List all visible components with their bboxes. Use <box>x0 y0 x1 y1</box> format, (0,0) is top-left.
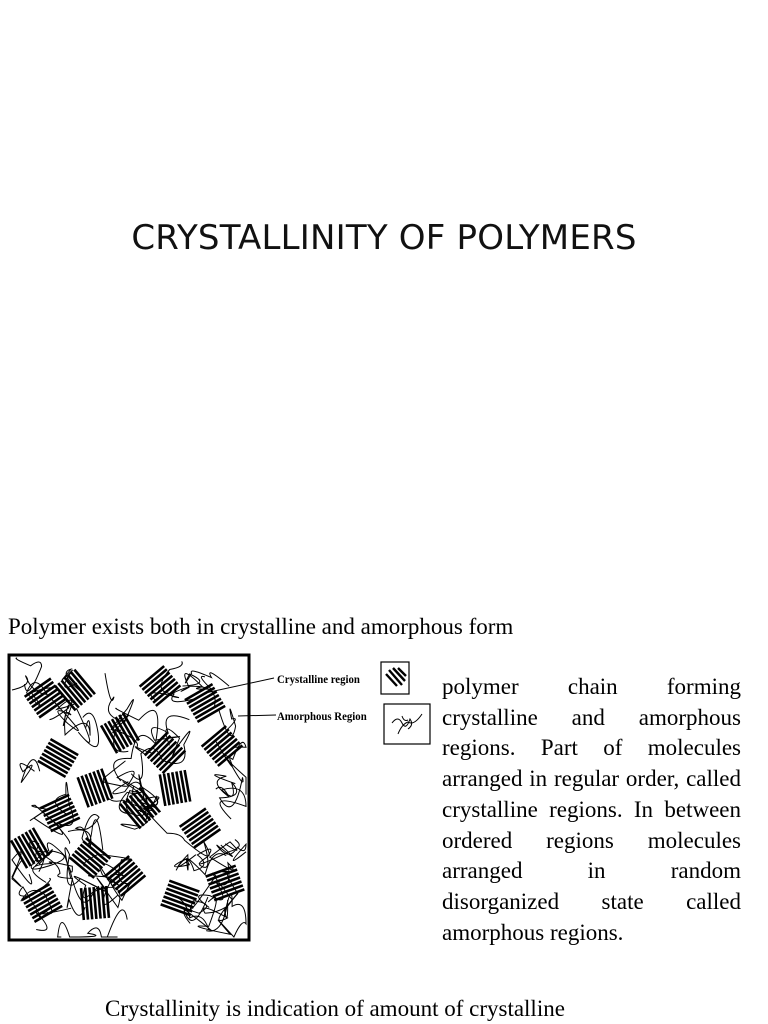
chain-segment <box>107 859 132 880</box>
description-paragraph: polymer chain forming crystalline and amorphous regions. Part of molecules arranged in regular order, called crystalline regions. In between ordered regions molecules arranged in random disorganized state called amorphous regions. <box>442 674 741 945</box>
crystalline-block <box>105 856 146 896</box>
polymer-structure-diagram <box>0 648 440 953</box>
amorphous-chain <box>16 658 42 691</box>
chain-segment <box>140 666 165 687</box>
crystalline-block <box>140 666 181 706</box>
chain-segment <box>202 726 227 747</box>
chain-segment <box>65 678 86 703</box>
bottom-text: Crystallinity is indication of amount of crystalline <box>105 996 565 1021</box>
chain-segment <box>78 848 103 869</box>
crystalline-block <box>206 866 245 901</box>
crystalline-block <box>160 770 190 806</box>
chain-segment <box>160 748 183 771</box>
chain-segment <box>204 729 229 750</box>
chain-segment <box>89 887 92 919</box>
chain-segment <box>75 851 100 872</box>
crystalline-block <box>22 884 62 922</box>
chain-segment <box>98 887 101 919</box>
chain-segment <box>210 736 235 757</box>
amorphous-leader-line <box>238 715 276 716</box>
chain-segment <box>105 856 130 877</box>
chain-segment <box>86 838 111 859</box>
chain-segment <box>145 672 170 693</box>
chain-segment <box>110 862 135 883</box>
polymer-diagram-svg <box>0 648 440 948</box>
chain-segment <box>70 857 95 878</box>
crystalline-block <box>161 881 200 916</box>
crystalline-leader-line <box>205 678 274 693</box>
amorphous-legend-box <box>384 704 430 744</box>
chain-segment <box>83 841 108 862</box>
amorphous-chain <box>217 844 246 860</box>
slide-title: CRYSTALLINITY OF POLYMERS <box>131 218 637 258</box>
amorphous-legend-icon <box>392 714 422 734</box>
crystalline-block <box>55 670 95 711</box>
chain-segment <box>150 679 175 700</box>
chain-segment <box>85 888 88 920</box>
crystalline-block <box>202 726 243 766</box>
amorphous-chain <box>20 760 40 783</box>
crystalline-region-label: Crystalline region <box>277 672 360 686</box>
amorphous-chain <box>220 760 246 819</box>
chain-segment <box>106 886 109 918</box>
chain-segment <box>145 733 168 756</box>
chain-segment <box>74 670 95 695</box>
amorphous-region-label: Amorphous Region <box>277 709 367 723</box>
crystalline-block <box>38 739 78 777</box>
chain-segment <box>94 887 97 919</box>
amorphous-chain <box>76 708 98 746</box>
crystalline-blocks <box>11 666 244 922</box>
chain-segment <box>156 685 181 706</box>
crystalline-legend-icon <box>386 668 406 686</box>
chain-segment <box>121 875 146 896</box>
chain-segment <box>68 675 89 700</box>
chain-segment <box>207 732 232 753</box>
crystalline-block <box>78 769 113 808</box>
intro-text: Polymer exists both in crystalline and amorphous form <box>8 614 514 639</box>
